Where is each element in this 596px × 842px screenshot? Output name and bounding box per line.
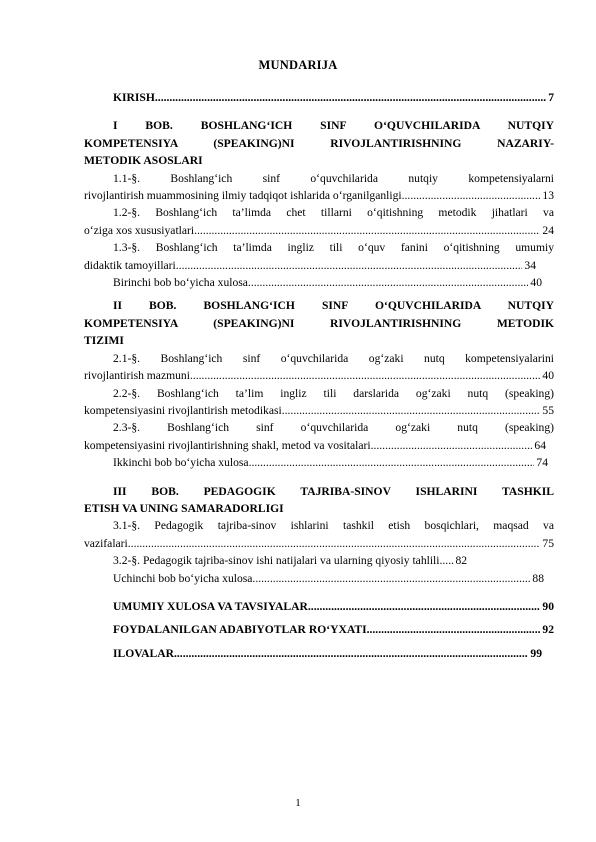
- toc-entry-label: Uchinchi bob bo‘yicha xulosa: [113, 571, 253, 585]
- dot-leader: [128, 535, 541, 552]
- toc-entry-label: KIRISH: [113, 91, 155, 104]
- heading-line: TIZIMI: [84, 334, 124, 348]
- heading-line: III BOB. PEDAGOGIK TAJRIBA-SINOV ISHLARINI TASHKIL: [113, 484, 554, 498]
- entry-line: 3.1-§. Pedagogik tajriba-sinov ishlarini tashkil etish bosqichlari, maqsad va: [113, 519, 554, 533]
- toc-page-number: 90: [542, 599, 554, 613]
- toc-entry-3-1: [84, 517, 554, 552]
- toc-entry-intro: [84, 89, 554, 106]
- entry-line: kompetensiyasini rivojlantirishning shakl, metod va vositalari: [84, 438, 371, 452]
- entry-line: 2.3-§. Boshlang‘ich sinf o‘quvchilarida og‘zaki nutq (speaking): [113, 421, 554, 435]
- toc-title: MUNDARIJA: [258, 58, 338, 72]
- toc-entry-appendices: [84, 645, 554, 662]
- toc-page-number: 7: [548, 91, 554, 104]
- entry-line: didaktik tamoyillari: [84, 258, 176, 272]
- dot-leader: [252, 570, 530, 587]
- toc-page-number: 40: [530, 276, 542, 290]
- toc-entry-chapter-2-summary: [84, 454, 554, 471]
- entry-line: o‘ziga xos xususiyatlari: [84, 223, 195, 237]
- chapter-1-heading: [84, 117, 554, 169]
- page-number: 1: [295, 797, 301, 809]
- heading-line: ETISH VA UNING SAMARADORLIGI: [84, 501, 284, 515]
- dot-leader: [402, 187, 541, 204]
- toc-entry-2-2: [84, 385, 554, 420]
- dot-leader: [440, 552, 454, 569]
- toc-entry-3-2: [84, 552, 554, 569]
- toc-page-number: 92: [542, 623, 554, 637]
- table-of-contents: [84, 89, 554, 662]
- toc-page-number: 75: [542, 536, 554, 550]
- chapter-3-heading: [84, 483, 554, 518]
- toc-page-number: 24: [542, 223, 554, 237]
- toc-page-number: 82: [455, 554, 468, 568]
- toc-page-number: 55: [542, 403, 554, 417]
- toc-entry-label: 3.2-§. Pedagogik tajriba-sinov ishi natijalari va ularning qiyosiy tahlili: [113, 554, 440, 568]
- entry-line: kompetensiyasini rivojlantirish metodikasi: [84, 403, 282, 417]
- toc-page-number: 74: [536, 456, 548, 470]
- dot-leader: [308, 598, 541, 615]
- dot-leader: [174, 645, 528, 662]
- toc-entry-conclusion: [84, 598, 554, 615]
- dot-leader: [155, 89, 546, 106]
- entry-line: 1.2-§. Boshlang‘ich ta’limda chet tillarni o‘qitishning metodik jihatlari va: [113, 206, 554, 220]
- dot-leader: [371, 437, 533, 454]
- dot-leader: [248, 274, 528, 291]
- dot-leader: [190, 367, 540, 384]
- toc-entry-label: FOYDALANILGAN ADABIYOTLAR RO‘YXATI: [113, 623, 367, 637]
- toc-page-number: 13: [542, 189, 554, 203]
- dot-leader: [282, 402, 541, 419]
- dot-leader: [249, 454, 535, 471]
- toc-entry-references: [84, 621, 554, 638]
- entry-line: rivojlantirish mazmuni: [84, 369, 190, 383]
- toc-entry-label: Birinchi bob bo‘yicha xulosa: [113, 276, 248, 290]
- entry-line: 1.3-§. Boshlang‘ich ta’limda ingliz tili o‘quv fanini o‘qitishning umumiy: [113, 241, 554, 255]
- toc-page-number: 88: [532, 571, 544, 585]
- toc-entry-chapter-1-summary: [84, 274, 554, 291]
- heading-line: METODIK ASOSLARI: [84, 154, 203, 168]
- entry-line: vazifalari: [84, 536, 128, 550]
- toc-entry-1-2: [84, 204, 554, 239]
- toc-page-number: 64: [534, 438, 546, 452]
- heading-line: II BOB. BOSHLANG‘ICH SINF O‘QUVCHILARIDA NUTQIY: [113, 299, 554, 313]
- dot-leader: [176, 257, 523, 274]
- toc-page-number: 40: [542, 369, 554, 383]
- toc-entry-label: UMUMIY XULOSA VA TAVSIYALAR: [113, 599, 308, 613]
- chapter-2-heading: [84, 297, 554, 349]
- entry-line: rivojlantirish muammosining ilmiy tadqiqot ishlarida o‘rganilganligi: [84, 189, 402, 203]
- heading-line: KOMPETENSIYA (SPEAKING)NI RIVOJLANTIRISHNING NAZARIY-: [84, 136, 554, 150]
- dot-leader: [367, 621, 541, 638]
- entry-line: 2.1-§. Boshlang‘ich sinf o‘quvchilarida og‘zaki nutq kompetensiyalarini: [113, 351, 554, 365]
- toc-entry-2-1: [84, 350, 554, 385]
- toc-entry-2-3: [84, 419, 554, 454]
- entry-line: 1.1-§. Boshlang‘ich sinf o‘quvchilarida nutqiy kompetensiyalarni: [113, 171, 554, 185]
- entry-line: 2.2-§. Boshlang‘ich ta’lim ingliz tili darslarida og‘zaki nutq (speaking): [113, 386, 554, 400]
- toc-entry-chapter-3-summary: [84, 570, 554, 587]
- toc-entry-label: ILOVALAR: [113, 646, 174, 660]
- toc-page-number: 34: [524, 258, 536, 272]
- toc-entry-1-3: [84, 239, 554, 274]
- heading-line: I BOB. BOSHLANG‘ICH SINF O‘QUVCHILARIDA NUTQIY: [113, 119, 554, 133]
- toc-entry-1-1: [84, 170, 554, 205]
- dot-leader: [194, 222, 540, 239]
- heading-line: KOMPETENSIYA (SPEAKING)NI RIVOJLANTIRISHNING METODIK: [84, 316, 554, 330]
- toc-page-number: 99: [530, 646, 542, 660]
- toc-entry-label: Ikkinchi bob bo‘yicha xulosa: [113, 456, 249, 470]
